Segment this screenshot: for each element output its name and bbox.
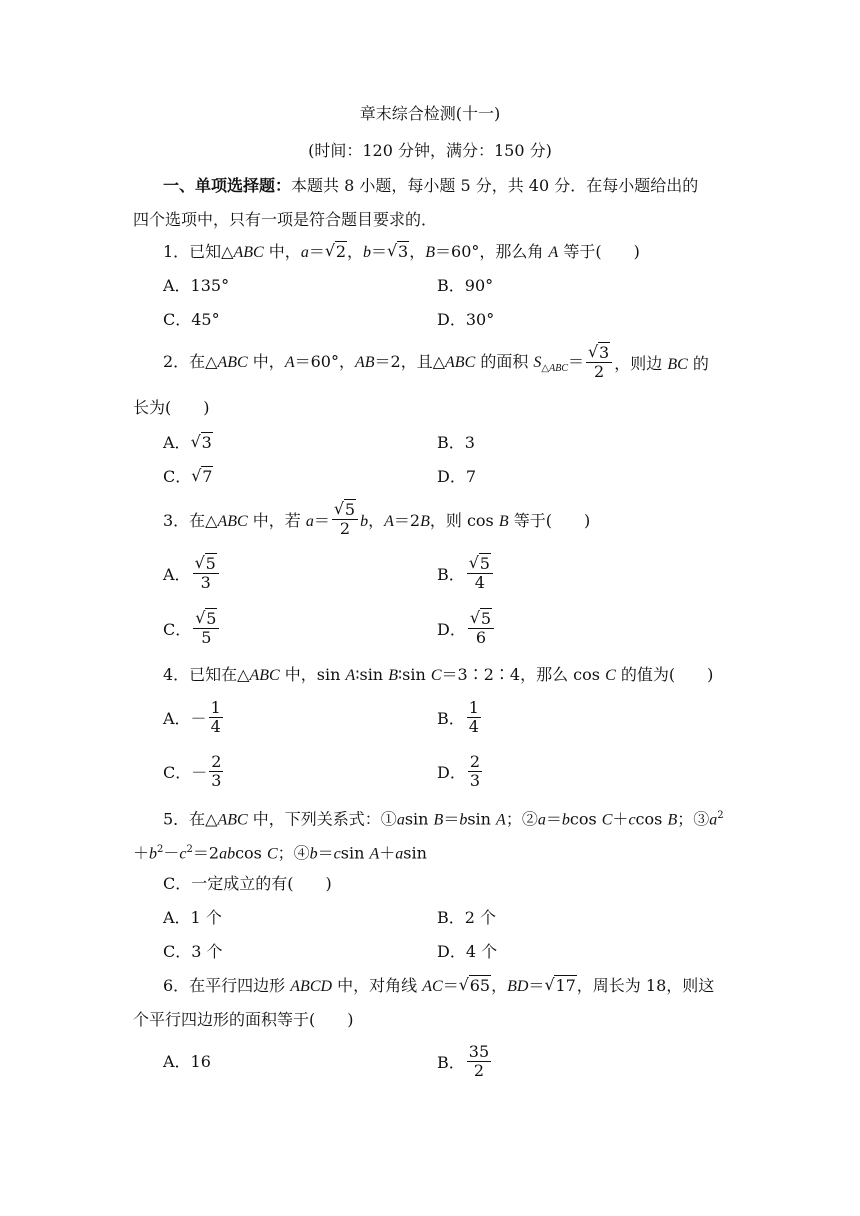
- question-1-option-d: D．30°: [437, 310, 495, 329]
- question-4-option-b: B． $\frac{1}{4}$: [437, 697, 479, 736]
- section-heading: 一、单项选择题：: [163, 176, 292, 195]
- question-2-option-d: D．7: [437, 467, 477, 486]
- question-3-stem: 3．在△ABC 中，若 a＝ √ $\frac{5}{2}$ b，A＝2B，则 cos B 等于( ): [163, 498, 590, 540]
- question-5-option-b: B．2 个: [437, 908, 497, 927]
- question-1-option-a: A．135°: [163, 276, 230, 295]
- question-2-stem-line-2: 长为( ): [133, 398, 210, 417]
- question-4-option-d: D． $\frac{2}{3}$: [437, 751, 481, 790]
- question-1-option-c: C．45°: [163, 310, 220, 329]
- question-4-option-c: C．－ $\frac{2}{3}$: [163, 751, 222, 790]
- question-1-stem: 1．已知△ABC 中，a＝√ 2，b＝√ 3，B＝60°，那么角 A 等于( ): [163, 242, 640, 263]
- question-5-option-c: C．3 个: [163, 942, 223, 961]
- question-5-option-d: D．4 个: [437, 942, 498, 961]
- question-4-stem: 4．已知在△ABC 中，sin A∶sin B∶sin C＝3∶2∶4，那么 cos C 的值为( ): [163, 665, 714, 684]
- question-2-option-b: B．3: [437, 433, 475, 452]
- question-3-option-a: A． √ $\frac{5}{3}$: [163, 552, 221, 594]
- question-6-stem-line-2: 个平行四边形的面积等于( ): [133, 1010, 354, 1029]
- question-6-option-b: B． $\frac{35}{2}$: [437, 1041, 490, 1080]
- question-3-option-b: B． √ $\frac{5}{4}$: [437, 552, 495, 594]
- question-4-option-a: A．－ $\frac{1}{4}$: [163, 697, 221, 736]
- question-5-stem: 5．在△ABC 中，下列关系式：①asin B＝bsin A；②a＝bcos C＋ccos B；$③a^2$: [163, 809, 724, 829]
- question-1-option-b: B．90°: [437, 276, 494, 295]
- exam-info: (时间：120 分钟，满分：150 分): [308, 141, 552, 160]
- question-5-stem-line-2: $+b^2-c^2=2abcos$ C；④b＝csin A＋asin: [133, 843, 427, 863]
- section-intro-line-2: 四个选项中，只有一项是符合题目要求的．: [133, 210, 438, 229]
- question-2-option-c: C．√ 7: [163, 467, 213, 487]
- section-intro-text: 本题共 8 小题，每小题 5 分，共 40 分．在每小题给出的: [291, 176, 699, 195]
- question-5-stem-line-3: C．一定成立的有( ): [163, 874, 332, 893]
- question-2-option-a: A．√ 3: [163, 433, 213, 453]
- question-2-stem: 2．在△ABC 中，A＝60°，AB＝2，且△ABC 的面积 $S_{\triangle ABC}=$ √ $\frac{3}{2}$ ，则边 BC 的: [163, 342, 709, 382]
- section-intro-line-1: [163, 176, 698, 196]
- question-5-option-a: A．1 个: [163, 908, 222, 927]
- question-3-option-d: D． √ $\frac{5}{6}$: [437, 607, 496, 649]
- question-6-option-a: A．16: [163, 1052, 211, 1071]
- page-title: 章末综合检测(十一): [359, 104, 501, 123]
- question-3-option-c: C． √ $\frac{5}{5}$: [163, 607, 221, 649]
- question-6-stem: 6．在平行四边形 ABCD 中，对角线 AC＝√ 65，BD＝√ 17，周长为 18，则这: [163, 976, 714, 997]
